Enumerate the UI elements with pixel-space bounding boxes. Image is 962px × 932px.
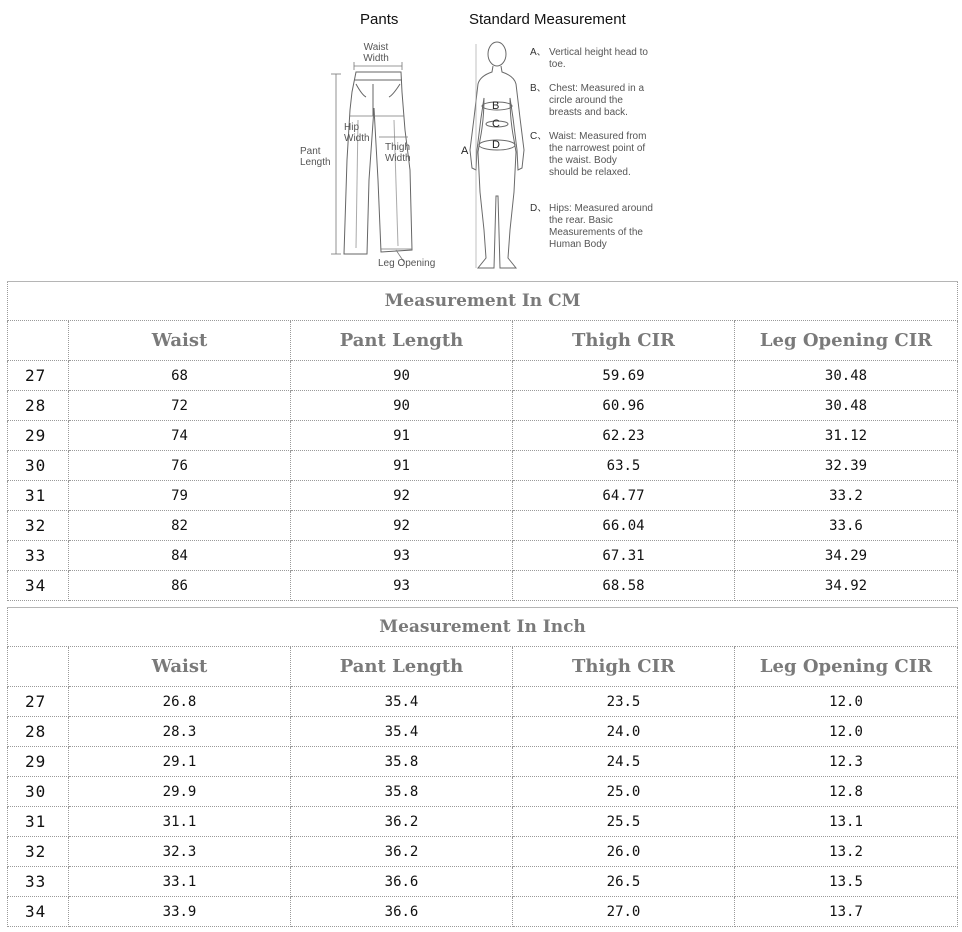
table-row [8,511,958,541]
table-row [8,421,958,451]
note-height [530,47,653,71]
cell-pant-length: 36.6 [291,867,513,897]
size-table-inch [7,607,958,927]
table-header-row [8,647,958,687]
table-row [8,687,958,717]
cell-leg-opening-cir: 33.2 [735,481,958,511]
body-outline [470,66,524,268]
size-label: 28 [25,396,47,415]
cell-pant-length: 36.6 [291,897,513,927]
cell-leg-opening-cir: 31.12 [735,421,958,451]
note-key: B、 [530,83,547,94]
size-label: 29 [25,752,47,771]
cell-waist: 68 [69,361,291,391]
column-header-thigh-cir: Thigh CIR [513,647,735,687]
cell-waist: 32.3 [69,837,291,867]
note-text: Vertical height head to toe. [549,47,648,70]
cell-size [8,687,69,717]
table-row [8,777,958,807]
pants-pocket-right [389,84,400,97]
cell-waist: 31.1 [69,807,291,837]
note-text: Waist: Measured from the narrowest point of the waist. Body should be relaxed. [549,131,647,178]
pants-title: Pants [360,11,399,28]
note-chest [530,83,649,119]
size-label: 33 [25,872,47,891]
table-row [8,481,958,511]
cell-thigh-cir: 25.0 [513,777,735,807]
note-text: Hips: Measured around the rear. Basic Measurements of the Human Body [549,203,653,250]
cell-pant-length: 91 [291,451,513,481]
pants-crease-right [394,120,398,246]
size-table-cm [7,281,958,601]
cell-size [8,391,69,421]
cell-size [8,717,69,747]
cell-pant-length: 36.2 [291,807,513,837]
cell-waist: 86 [69,571,291,601]
cell-size [8,777,69,807]
size-label: 27 [25,692,47,711]
table-row [8,451,958,481]
table-row [8,897,958,927]
table-caption-row [8,608,958,647]
cell-waist: 72 [69,391,291,421]
cell-size [8,571,69,601]
column-header-size [8,321,69,361]
cell-size [8,361,69,391]
cell-size [8,541,69,571]
column-header-leg-opening-cir: Leg Opening CIR [735,321,958,361]
cell-thigh-cir: 63.5 [513,451,735,481]
cell-size [8,451,69,481]
cell-leg-opening-cir: 13.5 [735,867,958,897]
cell-pant-length: 93 [291,571,513,601]
table-caption-row [8,282,958,321]
cell-thigh-cir: 59.69 [513,361,735,391]
cell-leg-opening-cir: 12.0 [735,717,958,747]
cell-thigh-cir: 24.5 [513,747,735,777]
cell-pant-length: 90 [291,391,513,421]
cell-thigh-cir: 26.5 [513,867,735,897]
cell-leg-opening-cir: 12.8 [735,777,958,807]
cell-leg-opening-cir: 33.6 [735,511,958,541]
cell-leg-opening-cir: 12.0 [735,687,958,717]
cell-leg-opening-cir: 13.1 [735,807,958,837]
table-row [8,361,958,391]
table-caption: Measurement In Inch [8,608,958,647]
measurement-figure [0,0,962,278]
cell-waist: 33.1 [69,867,291,897]
cell-size [8,747,69,777]
table-row [8,391,958,421]
cell-pant-length: 35.4 [291,687,513,717]
cell-pant-length: 35.8 [291,777,513,807]
pant-length-label: Pant Length [300,146,331,168]
cell-size [8,481,69,511]
cell-leg-opening-cir: 13.7 [735,897,958,927]
cell-thigh-cir: 24.0 [513,717,735,747]
cell-thigh-cir: 62.23 [513,421,735,451]
cell-waist: 76 [69,451,291,481]
cell-waist: 28.3 [69,717,291,747]
cell-waist: 33.9 [69,897,291,927]
cell-size [8,511,69,541]
size-label: 30 [25,456,47,475]
note-hips [530,203,657,251]
cell-thigh-cir: 60.96 [513,391,735,421]
cell-waist: 84 [69,541,291,571]
table-row [8,837,958,867]
table-row [8,571,958,601]
note-waist [530,131,647,179]
size-label: 34 [25,902,47,921]
cell-thigh-cir: 66.04 [513,511,735,541]
size-label: 27 [25,366,47,385]
cell-pant-length: 35.4 [291,717,513,747]
cell-pant-length: 35.8 [291,747,513,777]
note-text: Chest: Measured in a circle around the breasts and back. [549,83,645,118]
cell-leg-opening-cir: 30.48 [735,361,958,391]
size-label: 32 [25,516,47,535]
cell-thigh-cir: 68.58 [513,571,735,601]
size-label: 28 [25,722,47,741]
cell-waist: 29.9 [69,777,291,807]
table-header-row [8,321,958,361]
thigh-width-label: Thigh Width [385,142,411,164]
column-header-thigh-cir: Thigh CIR [513,321,735,361]
table-caption: Measurement In CM [8,282,958,321]
cell-thigh-cir: 27.0 [513,897,735,927]
cell-thigh-cir: 25.5 [513,807,735,837]
note-key: D、 [530,203,548,214]
size-label: 31 [25,812,47,831]
cell-leg-opening-cir: 32.39 [735,451,958,481]
column-header-size [8,647,69,687]
column-header-pant-length: Pant Length [291,647,513,687]
cell-thigh-cir: 23.5 [513,687,735,717]
leg-opening-label: Leg Opening [378,258,436,269]
body-head [488,42,506,66]
cell-pant-length: 91 [291,421,513,451]
cell-waist: 79 [69,481,291,511]
cell-size [8,421,69,451]
size-label: 30 [25,782,47,801]
standard-measurement-title: Standard Measurement [469,11,626,28]
body-letter-c: C [492,118,500,130]
size-label: 34 [25,576,47,595]
body-letter-a: A [461,145,469,157]
cell-pant-length: 93 [291,541,513,571]
cell-waist: 74 [69,421,291,451]
column-header-waist: Waist [69,647,291,687]
column-header-waist: Waist [69,321,291,361]
size-label: 31 [25,486,47,505]
cell-pant-length: 90 [291,361,513,391]
table-row [8,747,958,777]
cell-leg-opening-cir: 12.3 [735,747,958,777]
note-key: A、 [530,47,547,58]
table-row [8,541,958,571]
column-header-leg-opening-cir: Leg Opening CIR [735,647,958,687]
cell-pant-length: 36.2 [291,837,513,867]
cell-leg-opening-cir: 13.2 [735,837,958,867]
cell-size [8,807,69,837]
cell-leg-opening-cir: 34.92 [735,571,958,601]
cell-pant-length: 92 [291,481,513,511]
size-label: 32 [25,842,47,861]
body-letter-b: B [492,100,500,112]
cell-waist: 26.8 [69,687,291,717]
size-label: 29 [25,426,47,445]
cell-size [8,837,69,867]
cell-size [8,867,69,897]
cell-waist: 82 [69,511,291,541]
table-row [8,717,958,747]
cell-waist: 29.1 [69,747,291,777]
note-key: C、 [530,131,548,142]
cell-size [8,897,69,927]
pants-pocket-left [356,84,366,97]
cell-thigh-cir: 67.31 [513,541,735,571]
cell-thigh-cir: 26.0 [513,837,735,867]
cell-pant-length: 92 [291,511,513,541]
cell-leg-opening-cir: 30.48 [735,391,958,421]
size-label: 33 [25,546,47,565]
hip-width-label: Hip Width [344,122,370,144]
cell-thigh-cir: 64.77 [513,481,735,511]
pants-and-body-diagram [0,0,962,278]
table-row [8,867,958,897]
column-header-pant-length: Pant Length [291,321,513,361]
waist-width-label: Waist Width [363,42,389,64]
cell-leg-opening-cir: 34.29 [735,541,958,571]
table-row [8,807,958,837]
body-letter-d: D [492,139,500,151]
